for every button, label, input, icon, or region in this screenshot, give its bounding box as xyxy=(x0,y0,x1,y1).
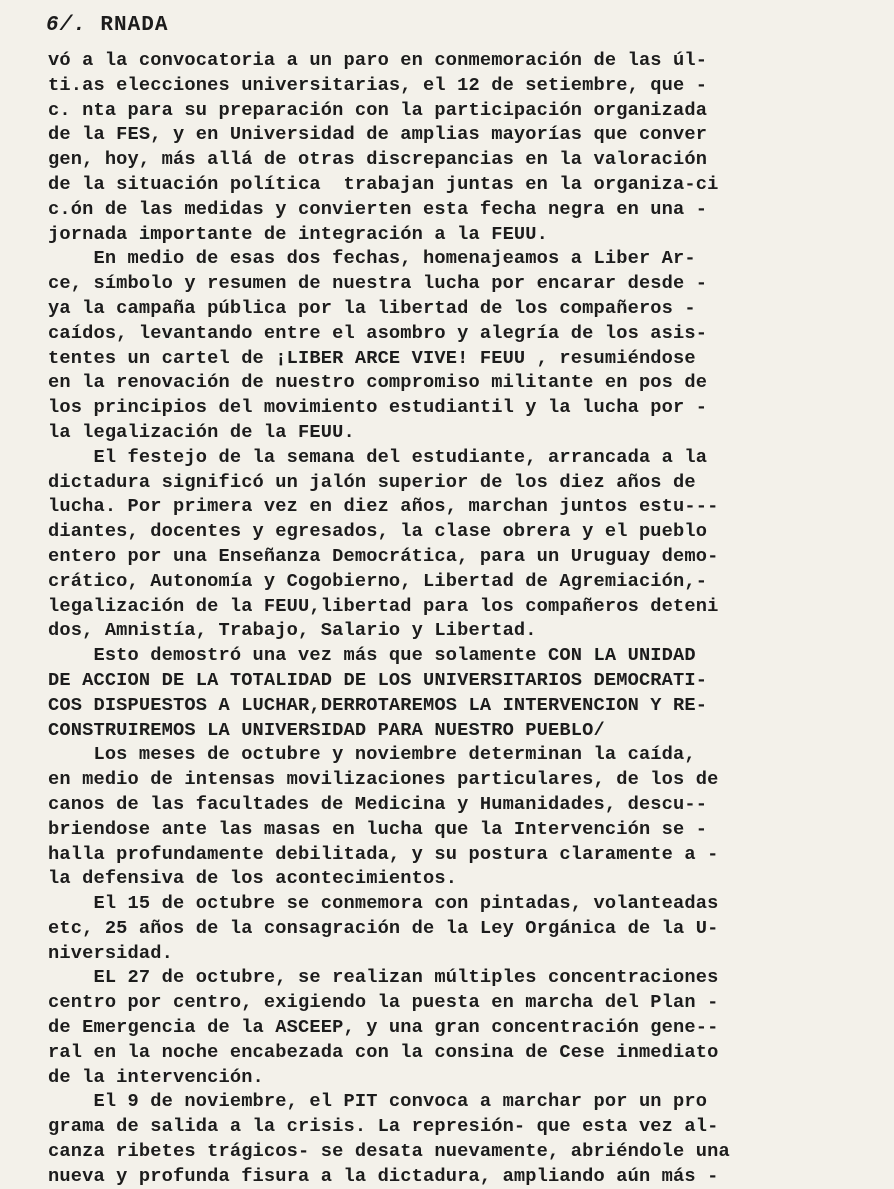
text-line: etc, 25 años de la consagración de la Ley Orgánica de la U- xyxy=(48,916,719,939)
text-line: dictadura significó un jalón superior de los diez años de xyxy=(48,470,696,493)
text-line: la legalización de la FEUU. xyxy=(48,420,355,443)
text-line: caídos, levantando entre el asombro y alegría de los asis- xyxy=(48,321,708,344)
text-line: niversidad. xyxy=(48,941,174,964)
text-line: briendose ante las masas en lucha que la Intervención se - xyxy=(48,817,708,840)
page-number: 6/. xyxy=(46,14,87,37)
text-line: En medio de esas dos fechas, homenajeamos a Liber Ar- xyxy=(48,247,696,270)
text-line: dos, Amnistía, Trabajo, Salario y Libertad. xyxy=(48,619,537,642)
body-text xyxy=(48,48,878,1189)
text-line: vó a la convocatoria a un paro en conmemoración de las úl- xyxy=(48,49,708,71)
text-line: lucha. Por primera vez en diez años, marchan juntos estu--- xyxy=(48,495,719,518)
text-line: Esto demostró una vez más que solamente CON LA UNIDAD xyxy=(48,644,696,667)
text-line: crático, Autonomía y Cogobierno, Libertad de Agremiación,- xyxy=(48,569,708,592)
text-line: c. nta para su preparación con la participación organizada xyxy=(48,98,708,121)
text-line: c.ón de las medidas y convierten esta fecha negra en una - xyxy=(48,197,708,220)
text-line: gen, hoy, más allá de otras discrepancias en la valoración xyxy=(48,148,708,171)
text-line: El 15 de octubre se conmemora con pintadas, volanteadas xyxy=(48,892,719,915)
text-line: tentes un cartel de ¡LIBER ARCE VIVE! FEUU , resumiéndose xyxy=(48,346,696,369)
text-line: los principios del movimiento estudiantil y la lucha por - xyxy=(48,396,708,419)
text-line: ce, símbolo y resumen de nuestra lucha por encarar desde - xyxy=(48,272,708,295)
text-line: legalización de la FEUU,libertad para los compañeros deteni xyxy=(48,594,719,617)
text-line: nueva y profunda fisura a la dictadura, ampliando aún más - xyxy=(48,1164,719,1187)
text-line: grama de salida a la crisis. La represión- que esta vez al- xyxy=(48,1115,719,1138)
text-line: en medio de intensas movilizaciones particulares, de los de xyxy=(48,768,719,791)
text-line: de Emergencia de la ASCEEP, y una gran concentración gene-- xyxy=(48,1016,719,1039)
text-line: jornada importante de integración a la FEUU. xyxy=(48,222,549,245)
text-line: ya la campaña pública por la libertad de los compañeros - xyxy=(48,296,696,319)
text-line: de la intervención. xyxy=(48,1065,264,1088)
text-line: El 9 de noviembre, el PIT convoca a marchar por un pro xyxy=(48,1090,708,1113)
text-line: CONSTRUIREMOS LA UNIVERSIDAD PARA NUESTRO PUEBLO/ xyxy=(48,718,605,741)
text-line: canza ribetes trágicos- se desata nuevamente, abriéndole una xyxy=(48,1140,730,1163)
page-title: RNADA xyxy=(100,14,169,37)
text-line: Los meses de octubre y noviembre determinan la caída, xyxy=(48,743,696,766)
text-line: EL 27 de octubre, se realizan múltiples concentraciones xyxy=(48,966,719,989)
text-line: ti.as elecciones universitarias, el 12 de setiembre, que - xyxy=(48,73,708,96)
text-line: la defensiva de los acontecimientos. xyxy=(48,867,458,890)
text-line: de la situación política trabajan juntas en la organiza-ci xyxy=(48,172,719,195)
text-line: DE ACCION DE LA TOTALIDAD DE LOS UNIVERSITARIOS DEMOCRATI- xyxy=(48,668,708,691)
page-header xyxy=(46,14,168,37)
text-line: halla profundamente debilitada, y su postura claramente a - xyxy=(48,842,719,865)
text-line: diantes, docentes y egresados, la clase obrera y el pueblo xyxy=(48,520,708,543)
text-line: canos de las facultades de Medicina y Humanidades, descu-- xyxy=(48,792,708,815)
text-line: centro por centro, exigiendo la puesta en marcha del Plan - xyxy=(48,991,719,1014)
text-line: ral en la noche encabezada con la consina de Cese inmediato xyxy=(48,1040,719,1063)
text-line: en la renovación de nuestro compromiso militante en pos de xyxy=(48,371,708,394)
text-line: entero por una Enseñanza Democrática, para un Uruguay demo- xyxy=(48,544,719,567)
text-line: El festejo de la semana del estudiante, arrancada a la xyxy=(48,445,708,468)
text-line: COS DISPUESTOS A LUCHAR,DERROTAREMOS LA INTERVENCION Y RE- xyxy=(48,693,708,716)
text-line: de la FES, y en Universidad de amplias mayorías que conver xyxy=(48,123,708,146)
